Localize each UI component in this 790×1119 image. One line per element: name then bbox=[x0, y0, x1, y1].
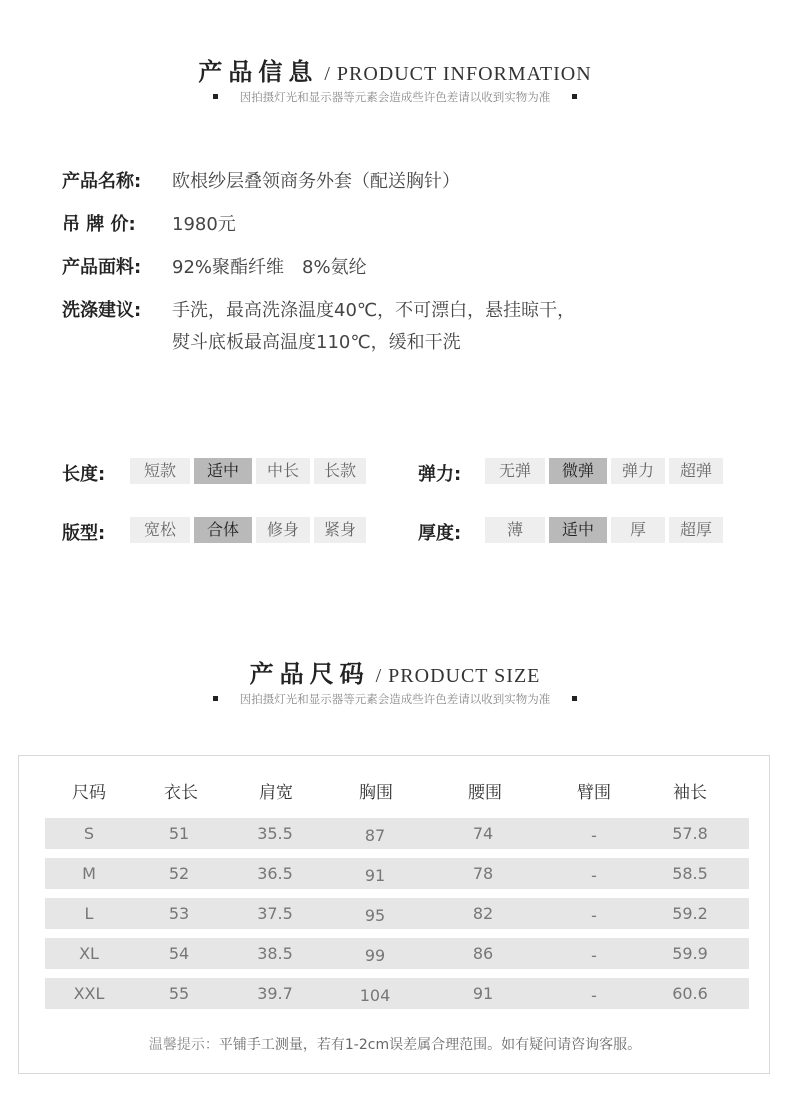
table-cell: S bbox=[83, 824, 95, 843]
table-cell: 78 bbox=[472, 864, 494, 883]
elastic-option-slight: 微弹 bbox=[549, 458, 607, 484]
table-cell: - bbox=[591, 826, 597, 845]
table-cell: 38.5 bbox=[257, 944, 293, 963]
wash-label: 洗涤建议: bbox=[62, 300, 142, 321]
tip-text: 平铺手工测量，若有1-2cm误差属合理范围。如有疑问请咨询客服。 bbox=[218, 1037, 642, 1053]
table-cell: - bbox=[591, 986, 597, 1005]
table-cell: 74 bbox=[472, 824, 494, 843]
header-shoulder: 肩宽 bbox=[259, 783, 293, 803]
table-cell: 53 bbox=[168, 904, 190, 923]
table-cell: 104 bbox=[359, 986, 391, 1005]
table-cell: 57.8 bbox=[672, 824, 708, 843]
table-cell: 60.6 bbox=[672, 984, 708, 1003]
header-length: 衣长 bbox=[164, 783, 198, 803]
table-cell: 58.5 bbox=[672, 864, 708, 883]
bullet-square-icon bbox=[213, 696, 218, 701]
table-cell: 91 bbox=[472, 984, 494, 1003]
info-section-subtitle bbox=[0, 89, 790, 105]
thickness-label: 厚度: bbox=[418, 523, 462, 544]
thickness-option-extra-thick: 超厚 bbox=[669, 517, 723, 543]
price-line bbox=[62, 210, 236, 236]
elastic-option-none: 无弹 bbox=[485, 458, 545, 484]
table-cell: 59.9 bbox=[672, 944, 708, 963]
fit-option-regular: 合体 bbox=[194, 517, 252, 543]
table-cell: L bbox=[84, 904, 94, 923]
fabric-line bbox=[62, 253, 367, 279]
table-cell: 54 bbox=[168, 944, 190, 963]
info-subtitle-text: 因拍摄灯光和显示器等元素会造成些许色差请以收到实物为准 bbox=[239, 90, 551, 104]
table-cell: - bbox=[591, 946, 597, 965]
size-tip bbox=[0, 1034, 790, 1054]
fit-option-slim: 修身 bbox=[256, 517, 310, 543]
tip-label: 温馨提示： bbox=[148, 1037, 219, 1053]
bullet-square-icon bbox=[572, 696, 577, 701]
table-cell: XXL bbox=[73, 984, 105, 1003]
fit-label: 版型: bbox=[62, 523, 106, 544]
length-label: 长度: bbox=[62, 464, 106, 485]
table-cell: 52 bbox=[168, 864, 190, 883]
wash-line bbox=[62, 296, 575, 322]
table-cell: 51 bbox=[168, 824, 190, 843]
size-section-title bbox=[0, 654, 790, 689]
table-cell: 59.2 bbox=[672, 904, 708, 923]
thickness-option-medium: 适中 bbox=[549, 517, 607, 543]
table-cell: 95 bbox=[364, 906, 386, 925]
product-name-value: 欧根纱层叠领商务外套（配送胸针） bbox=[172, 171, 460, 192]
product-name-line bbox=[62, 167, 460, 193]
table-cell: XL bbox=[79, 944, 99, 963]
elastic-label: 弹力: bbox=[418, 464, 462, 485]
fit-option-loose: 宽松 bbox=[130, 517, 190, 543]
table-cell: 91 bbox=[364, 866, 386, 885]
thickness-option-thin: 薄 bbox=[485, 517, 545, 543]
table-cell: 55 bbox=[168, 984, 190, 1003]
wash-value-line2: 熨斗底板最高温度110℃，缓和干洗 bbox=[172, 332, 461, 353]
table-cell: 37.5 bbox=[257, 904, 293, 923]
table-cell: 36.5 bbox=[257, 864, 293, 883]
header-waist: 腰围 bbox=[468, 783, 502, 803]
wash-value-line1: 手洗，最高洗涤温度40℃，不可漂白，悬挂晾干， bbox=[172, 300, 576, 321]
info-title-zh: 产品信息 bbox=[198, 58, 319, 86]
header-sleeve: 袖长 bbox=[673, 783, 707, 803]
info-title-en: / PRODUCT INFORMATION bbox=[324, 63, 592, 85]
size-title-zh: 产品尺码 bbox=[249, 660, 370, 688]
elastic-option-stretch: 弹力 bbox=[611, 458, 665, 484]
length-option-mid-long: 中长 bbox=[256, 458, 310, 484]
size-section-subtitle bbox=[0, 691, 790, 707]
table-cell: 86 bbox=[472, 944, 494, 963]
table-cell: 39.7 bbox=[257, 984, 293, 1003]
fabric-label: 产品面料: bbox=[62, 257, 142, 278]
size-subtitle-text: 因拍摄灯光和显示器等元素会造成些许色差请以收到实物为准 bbox=[239, 692, 551, 706]
header-chest: 胸围 bbox=[359, 783, 393, 803]
header-size: 尺码 bbox=[72, 783, 106, 803]
length-option-medium: 适中 bbox=[194, 458, 252, 484]
table-cell: M bbox=[82, 864, 96, 883]
header-arm: 臂围 bbox=[577, 783, 611, 803]
price-label: 吊 牌 价: bbox=[62, 214, 136, 235]
table-cell: 82 bbox=[472, 904, 494, 923]
fit-option-tight: 紧身 bbox=[314, 517, 366, 543]
table-cell: 99 bbox=[364, 946, 386, 965]
length-option-short: 短款 bbox=[130, 458, 190, 484]
length-option-long: 长款 bbox=[314, 458, 366, 484]
bullet-square-icon bbox=[572, 94, 577, 99]
bullet-square-icon bbox=[213, 94, 218, 99]
table-cell: - bbox=[591, 906, 597, 925]
table-cell: 87 bbox=[364, 826, 386, 845]
info-section-title bbox=[0, 52, 790, 87]
table-cell: 35.5 bbox=[257, 824, 293, 843]
fabric-value: 92%聚酯纤维 8%氨纶 bbox=[172, 257, 367, 278]
elastic-option-super: 超弹 bbox=[669, 458, 723, 484]
product-name-label: 产品名称: bbox=[62, 171, 142, 192]
price-value: 1980元 bbox=[172, 214, 236, 235]
size-title-en: / PRODUCT SIZE bbox=[375, 665, 541, 687]
table-cell: - bbox=[591, 866, 597, 885]
thickness-option-thick: 厚 bbox=[611, 517, 665, 543]
